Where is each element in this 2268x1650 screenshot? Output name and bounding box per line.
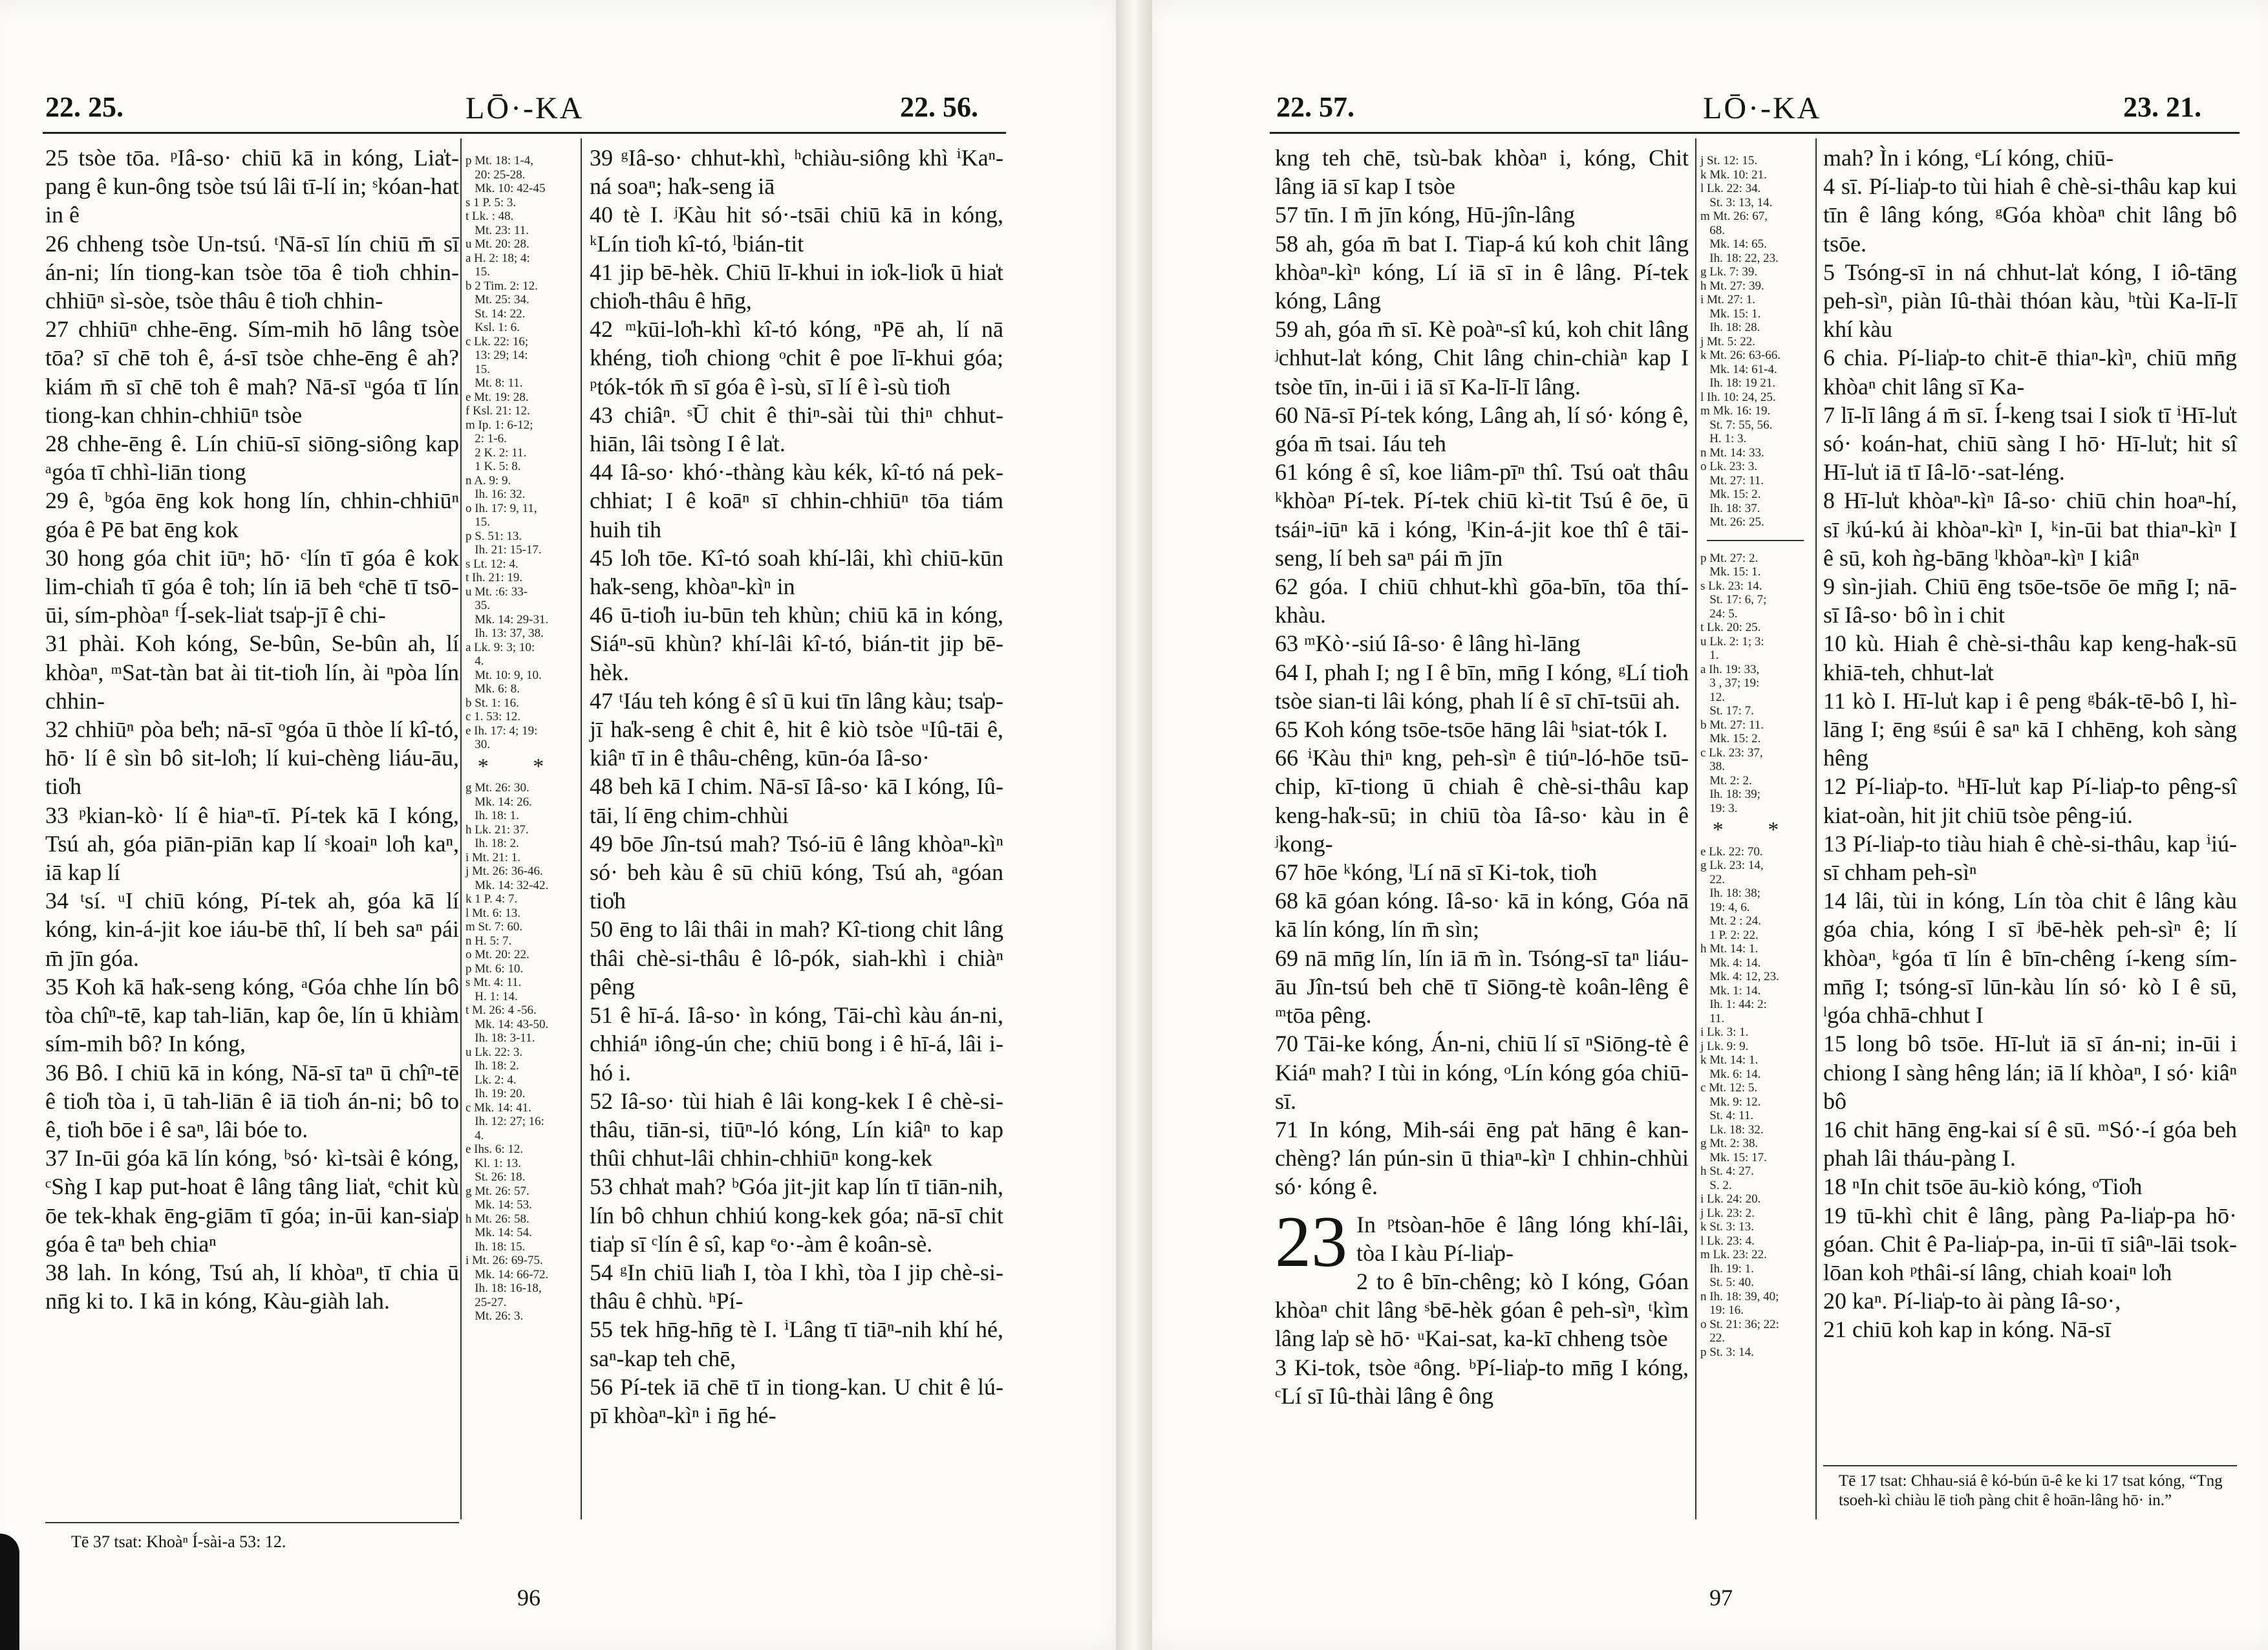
cross-reference: 12. [1700,690,1725,704]
verse-paragraph: 19 tū-khì chit ê lâng, pàng Pa-lia̍p-pa hō· góan. Chit ê Pa-lia̍p-pa, in-ūi tī siâⁿ-lāi tsok-lōan koh ᵖthâi-sí lâng, chiah koaiⁿ lo̍h [1823,1202,2237,1285]
section-separator: * * [477,754,564,778]
cross-reference: 15. [465,265,490,279]
left-header-verse-start: 22. 25. [45,91,123,123]
cross-reference: 25-27. [465,1295,507,1309]
cross-reference: o Ih. 17: 9, 11, [465,501,537,515]
cross-reference: c Lk. 23: 37, [1700,745,1763,760]
cross-reference: S. 2. [1700,1178,1732,1192]
cross-reference: Mk. 14: 54. [465,1226,532,1239]
cross-reference: e Lk. 22: 70. [1700,844,1763,859]
verse-paragraph: 50 ēng to lâi thâi in mah? Kî-tiong chit lâng thâi chè-si-thâu ê lô-pók, siah-khì i chiàⁿ pêng [590,916,1003,1000]
cross-reference: Ih. 13: 37, 38. [465,627,544,640]
cross-reference: c Lk. 22: 16; [465,334,529,348]
verse-paragraph: 46 ū-tio̍h iu-būn teh khùn; chiū kā in kóng, Siáⁿ-sū khùn? khí-lâi kî-tó, bián-tit jip bē-hèk. [590,602,1003,685]
cross-reference: Ih. 12: 27; 16: [465,1115,544,1128]
cross-reference: j Lk. 23: 2. [1700,1206,1755,1220]
cross-reference: f Ksl. 21: 12. [465,404,530,418]
cross-reference: Mk. 9: 12. [1700,1095,1761,1109]
verse-paragraph: 60 Nā-sī Pí-tek kóng, Lâng ah, lí só· kóng ê, góa m̄ tsai. Iáu teh [1275,402,1689,457]
cross-reference: 4. [465,654,484,668]
cross-reference: Mk. 14: 26. [465,795,532,809]
cross-reference: Mt. 10: 9, 10. [465,668,542,682]
verse-paragraph: 31 phài. Koh kóng, Se-bûn, Se-bûn ah, lí khòaⁿ, ᵐSat-tàn bat ài tit-tio̍h lín, ài ⁿpòa lín chhin- [45,630,459,714]
cross-reference: j Lk. 9: 9. [1700,1039,1749,1053]
cross-reference: Mt. 2 : 24. [1700,914,1761,928]
cross-reference: m St. 7: 60. [465,920,523,934]
cross-reference: b 2 Tim. 2: 12. [465,279,538,293]
cross-reference: a H. 2: 18; 4: [465,251,530,265]
chapter-number: 23 [1275,1201,1347,1282]
cross-reference: Mk. 1: 14. [1700,983,1761,998]
cross-reference: g Lk. 23: 14, [1700,859,1764,872]
cross-reference: s Lt. 12: 4. [465,557,519,571]
left-page-number: 96 [517,1585,540,1611]
cross-reference: Mt. 26: 25. [1700,515,1764,529]
cross-reference: Mt. 26: 3. [465,1309,524,1323]
verse-paragraph: 61 kóng ê sî, koe liâm-pīⁿ thî. Tsú oa̍t thâu ᵏkhòaⁿ Pí-tek. Pí-tek chiū kì-tit Tsú ê ōe, ū tsáiⁿ-iūⁿ kā i kóng, ˡKin-á-jit koe thî ê tāi-seng, lí beh saⁿ pái m̄ jīn [1275,459,1689,571]
verse-paragraph: 45 lo̍h tōe. Kî-tó soah khí-lâi, khì chiū-kūn ha̍k-seng, khòaⁿ-kìⁿ in [590,544,1003,600]
verse-paragraph: 51 ê hī-á. Iâ-so· ìn kóng, Tāi-chì kàu án-ni, chhiáⁿ iông-ún che; chiū bong i ê hī-á, lâi i-hó i. [590,1002,1003,1086]
verse-paragraph: 47 ᵗIáu teh kóng ê sî ū kui tīn lâng kàu; tsa̍p-jī ha̍k-seng ê chit ê, hit ê kiò tsòe ᵘIû-tāi ê, kiâⁿ tī in ê thâu-chêng, kūn-óa Iâ-so· [590,687,1003,771]
cross-reference: e Ih. 17: 4; 19: [465,723,538,738]
verse-paragraph: 2 to ê bīn-chêng; kò I kóng, Góan khòaⁿ chit lâng ˢbē-hèk góan ê peh-sìⁿ, ᵗkìm lâng la̍p sè hō· ᵘKai-sat, ka-kī chheng tsòe [1275,1268,1689,1352]
cross-reference: Ih. 18: 1. [465,809,519,822]
cross-reference: e Ihs. 6: 12. [465,1142,524,1156]
cross-reference: 1. [1700,648,1719,662]
cross-reference: Ih. 18: 22, 23. [1700,251,1779,265]
cross-reference: k Mk. 10: 21. [1700,167,1767,182]
cross-reference: h Lk. 21: 37. [465,822,529,837]
cross-reference: g Mt. 26: 57. [465,1184,530,1198]
cross-reference: u Mt. 20: 28. [465,237,530,251]
cross-reference: b Mt. 27: 11. [1700,718,1764,732]
verse-paragraph: 27 chhiūⁿ chhe-ēng. Sím-mih hō lâng tsòe tōa? sī chē toh ê, á-sī tsòe chhe-ēng ê ah? kiám m̄ sī chē toh ê mah? Nā-sī ᵘgóa tī lín tiong-kan chhin-chhiūⁿ tsòe [45,316,459,428]
verse-paragraph: 58 ah, góa m̄ bat I. Tiap-á kú koh chit lâng khòaⁿ-kìⁿ kóng, Lí iā sī in ê lâng. Pí-tek kóng, Lâng [1275,230,1689,314]
cross-reference: 19: 3. [1700,801,1738,815]
cross-reference: Mk. 15: 2. [1700,732,1761,745]
cross-reference: k Mt. 26: 63-66. [1700,348,1781,362]
cross-reference: p S. 51: 13. [465,529,522,543]
verse-paragraph: 33 ᵖkian-kò· lí ê hiaⁿ-tī. Pí-tek kā I kóng, Tsú ah, góa piān-piān kap lí ˢkoaiⁿ lo̍h kaⁿ, iā kap lí [45,802,459,886]
right-text-column-2 [1823,144,2237,1344]
right-cross-references [1700,154,1810,1359]
cross-reference: k St. 3: 13. [1700,1220,1754,1234]
verse-paragraph: 59 ah, góa m̄ sī. Kè poàⁿ-sî kú, koh chit lâng ʲchhut-la̍t kóng, Chit lâng chin-chiàⁿ kap I tsòe tīn, in-ūi i iā sī Ka-lī-lī lâng. [1275,316,1689,400]
verse-paragraph: 3 Ki-tok, tsòe ᵃông. ᵇPí-lia̍p-to mn̄g I kóng, ᶜLí sī Iû-thài lâng ê ông [1275,1354,1689,1409]
verse-paragraph: 5 Tsóng-sī in ná chhut-la̍t kóng, I iô-tāng peh-sìⁿ, piàn Iû-thài thóan kàu, ʰtùi Ka-lī-lī khí kàu [1823,259,2237,343]
cross-reference: St. 7: 55, 56. [1700,418,1773,432]
header-rule [43,132,1006,134]
verse-paragraph: 56 Pí-tek iā chē tī in tiong-kan. U chit ê lú-pī khòaⁿ-kìⁿ i n̄g hé- [590,1373,1003,1428]
cross-reference: 4. [465,1128,484,1142]
cross-reference: a Ih. 19: 33, [1700,662,1760,676]
cross-reference: Ih. 18: 2. [465,1059,519,1073]
verse-paragraph: 25 tsòe tōa. ᵖIâ-so· chiū kā in kóng, Lia̍t-pang ê kun-ông tsòe tsú lâi tī-lí in; ˢkóan-hat in ê [45,145,459,228]
cross-reference: 22. [1700,1331,1725,1345]
cross-reference: Mk. 14: 66-72. [465,1267,549,1281]
cross-reference: Mt. 8: 11. [465,376,523,390]
verse-paragraph: 15 long bô tsōe. Hī-lu̍t iā sī án-ni; in-ūi i chiong I sàng hêng lán; iā lí khòaⁿ, I só· kiâⁿ bô [1823,1031,2237,1114]
cross-reference: 2 K. 2: 11. [465,445,527,460]
verse-paragraph: 8 Hī-lu̍t khòaⁿ-kìⁿ Iâ-so· chiū chin hoaⁿ-hí, sī ʲkú-kú ài khòaⁿ-kìⁿ I, ᵏin-ūi bat thiaⁿ-kìⁿ I ê sū, koh ǹg-bāng ˡkhòaⁿ-kìⁿ I kiâⁿ [1823,488,2237,571]
cross-reference: Ih. 18: 38; [1700,886,1760,900]
right-header-verse-start: 22. 57. [1276,91,1354,123]
chapter-opening [1275,1201,1689,1410]
verse-paragraph: 7 lī-lī lâng á m̄ sī. Í-keng tsai I sio̍k tī ⁱHī-lu̍t só· koán-hat, chiū sàng I hō· Hī-lu̍t; hit sî Hī-lu̍t iā tī Iâ-lō·-sat-léng. [1823,402,2237,486]
cross-reference: Lk. 18: 32. [1700,1122,1764,1137]
cross-reference: 19: 4, 6. [1700,900,1750,914]
cross-reference: 2: 1-6. [465,432,507,445]
cross-reference: c 1. 53: 12. [465,710,520,723]
cross-reference: l Ih. 10: 24, 25. [1700,390,1776,404]
cross-reference: 15. [465,515,490,529]
cross-reference: Mk. 15: 1. [1700,306,1761,321]
right-text-column-1 [1275,144,1689,1410]
verse-paragraph: 37 In-ūi góa kā lín kóng, ᵇsó· kì-tsài ê kóng, ᶜSǹg I kap put-hoat ê lâng tâng lia̍t, ᵉchit kù ōe tek-khak ēng-giām tī góa; in-ūi kan-sia̍p góa ê taⁿ beh chiaⁿ [45,1145,459,1257]
cross-reference: 15. [465,362,490,376]
right-page [1134,0,2268,1650]
cross-reference: s Mt. 4: 11. [465,976,522,989]
verse-paragraph: 69 nā mn̄g lín, lín iā m̄ ìn. Tsóng-sī taⁿ liáu-āu Jîn-tsú beh chē tī Siōng-tè koân-lêng ê ᵐtōa pêng. [1275,945,1689,1029]
cross-reference: 35. [465,599,490,612]
cross-reference: h Mt. 14: 1. [1700,942,1759,956]
cross-reference: m Mk. 16: 19. [1700,404,1771,418]
left-text-column-2 [590,144,1003,1430]
cross-reference: Ih. 21: 15-17. [465,543,542,557]
cross-reference: 68. [1700,223,1725,237]
cross-reference: p Mt. 27: 2. [1700,551,1759,565]
cross-reference: p Mt. 6: 10. [465,961,524,976]
verse-paragraph: 49 bōe Jîn-tsú mah? Tsó-iū ê lâng khòaⁿ-kìⁿ só· beh kàu ê sū chiū kóng, Tsú ah, ᵃgóan tio̍h [590,830,1003,914]
cross-reference: Mk. 14: 53. [465,1198,532,1212]
verse-paragraph: kng teh chē, tsù-bak khòaⁿ i, kóng, Chit lâng iā sī kap I tsòe [1275,145,1689,200]
right-header-title: LŌ·-KA [1703,91,1822,125]
cross-reference: l Mt. 6: 13. [465,906,520,920]
verse-paragraph: 70 Tāi-ke kóng, Án-ni, chiū lí sī ⁿSiōng-tè ê Kiáⁿ mah? I tùi in kóng, ᵒLín kóng góa chiū-sī. [1275,1031,1689,1114]
cross-reference: k Mt. 14: 1. [1700,1053,1759,1067]
footnote-rule [1823,1465,2237,1466]
cross-reference: n A. 9: 9. [465,473,511,488]
left-header-verse-end: 22. 56. [900,91,978,123]
cross-reference: a Lk. 9: 3; 10: [465,640,535,654]
cross-reference: Mk. 15: 1. [1700,565,1761,579]
cross-reference: Mt. 2: 2. [1700,773,1752,788]
cross-reference: e Mt. 19: 28. [465,390,529,404]
verse-paragraph: 9 sìn-jiah. Chiū ēng tsōe-tsōe ōe mn̄g I; nā-sī Iâ-so· bô ìn i chit [1823,573,2237,628]
cross-reference: Ih. 19: 1. [1700,1261,1754,1276]
cross-reference: i Lk. 3: 1. [1700,1025,1749,1039]
verse-paragraph: 28 chhe-ēng ê. Lín chiū-sī siōng-siông kap ᵃgóa tī chhì-liān tiong [45,431,459,486]
cross-reference: t Lk. 20: 25. [1700,621,1761,634]
cross-reference: k 1 P. 4: 7. [465,892,518,906]
cross-reference: Lk. 2: 4. [465,1073,517,1087]
cross-reference: Ih. 19: 20. [465,1087,526,1100]
verse-paragraph: 21 chiū koh kap in kóng. Nā-sī [1823,1316,2111,1343]
cross-reference: m Mt. 26: 67, [1700,209,1768,223]
verse-paragraph: 12 Pí-lia̍p-to. ʰHī-lu̍t kap Pí-lia̍p-to pêng-sî kiat-oàn, hit jit chiū tsòe pêng-iú. [1823,773,2237,828]
column-divider [1815,138,1817,1519]
page-corner-shadow [0,1534,19,1650]
cross-reference: h Mt. 27: 39. [1700,279,1764,293]
cross-reference: Ih. 18: 2. [465,837,519,850]
cross-reference: p St. 3: 14. [1700,1345,1754,1359]
verse-paragraph: 14 lâi, tùi in kóng, Lín tòa chit ê lâng kàu góa chia, kóng I sī ʲbē-hèk peh-sìⁿ ê; lí khòaⁿ, ᵏgóa tī lín ê bīn-chêng í-keng sím-mn̄g I; tsóng-sī lūn-kàu lín só· kò I ê sū, ˡgóa chhā-chhut I [1823,888,2237,1029]
verse-paragraph: 13 Pí-lia̍p-to tiàu hiah ê chè-si-thâu, kap ⁱiú-sī chham peh-sìⁿ [1823,830,2237,886]
verse-paragraph: 44 Iâ-so· khó·-thàng kàu kék, kî-tó ná pek-chhiat; I ê koāⁿ sī chhin-chhiūⁿ tōa tiám huih tih [590,459,1003,542]
cross-reference: Ih. 18: 15. [465,1239,526,1254]
cross-reference: n H. 5: 7. [465,934,512,948]
cross-reference: 20: 25-28. [465,167,526,182]
right-header-verse-end: 23. 21. [2123,91,2201,123]
left-cross-references [465,154,575,1323]
cross-reference: St. 5: 40. [1700,1276,1754,1289]
cross-reference: Mk. 4: 14. [1700,956,1761,970]
cross-reference: u Mt. :6: 33- [465,584,528,599]
cross-reference: Mk. 4: 12, 23. [1700,970,1779,983]
cross-reference: Mk. 14: 32-42. [465,878,549,892]
verse-paragraph: 29 ê, ᵇgóa ēng kok hong lín, chhin-chhiūⁿ góa ê Pē bat ēng kok [45,488,459,542]
cross-reference: j Mt. 26: 36-46. [465,864,543,878]
cross-reference: 3 , 37; 19: [1700,676,1760,690]
cross-reference: h Mt. 26: 58. [465,1212,530,1226]
cross-reference: 19: 16. [1700,1303,1744,1317]
cross-reference: 13: 29; 14: [465,348,528,362]
cross-reference: Kl. 1: 13. [465,1156,522,1170]
cross-reference: St. 14: 22. [465,306,526,321]
cross-reference: Ih. 1: 44: 2: [1700,998,1767,1011]
cross-reference: 1 K. 5: 8. [465,460,521,473]
cross-reference: Mk. 10: 42-45 [465,182,546,195]
verse-paragraph: 64 I, phah I; ng I ê bīn, mn̄g I kóng, ᵍLí tio̍h tsòe sian-ti lâi kóng, phah lí ê sī chī-tsūi ah. [1275,659,1689,714]
cross-reference: Mk. 6: 8. [465,682,520,696]
cross-reference: Ksl. 1: 6. [465,321,520,334]
cross-reference: s 1 P. 5: 3. [465,195,517,209]
cross-reference: u Lk. 2: 1; 3: [1700,634,1764,648]
cross-reference: Mk. 14: 65. [1700,237,1767,251]
cross-reference: Ih. 18: 19 21. [1700,376,1776,390]
right-page-number: 97 [1709,1585,1733,1611]
left-footnote: Tē 37 tsat: Khoàⁿ Í-sài-a 53: 12. [71,1532,286,1551]
verse-paragraph: 18 ⁿIn chit tsōe āu-kiò kóng, ᵒTio̍h [1823,1173,2143,1200]
section-separator: * * [1712,818,1799,842]
cross-reference: g Lk. 7: 39. [1700,265,1758,279]
cross-reference: St. 4: 11. [1700,1109,1754,1122]
verse-paragraph: 4 sī. Pí-lia̍p-to tùi hiah ê chè-si-thâu kap kui tīn ê lâng kóng, ᵍGóa khòaⁿ chit lâng bô tsōe. [1823,173,2237,257]
cross-reference: o Mt. 20: 22. [465,948,530,961]
verse-paragraph: 62 góa. I chiū chhut-khì gōa-bīn, tōa thí-khàu. [1275,573,1689,628]
cross-reference: Ih. 18: 28. [1700,321,1760,334]
cross-reference: u Lk. 22: 3. [465,1045,523,1059]
verse-paragraph: 52 Iâ-so· tùi hiah ê lâi kong-kek I ê chè-si-thâu, tiān-si, tiūⁿ-ló kóng, Lín kiâⁿ to kap thûi chhut-lâi chhin-chhiūⁿ kong-kek [590,1088,1003,1172]
verse-paragraph: mah? Ìn i kóng, ᵉLí kóng, chiū- [1823,145,2114,171]
cross-reference: St. 17: 7. [1700,704,1754,718]
cross-reference: t M. 26: 4 -56. [465,1003,537,1017]
cross-reference: Ih. 18: 39; [1700,788,1760,801]
cross-reference: c Mk. 14: 41. [465,1100,531,1115]
cross-reference: Ih. 16: 32. [465,488,526,501]
cross-reference: t Lk. : 48. [465,209,514,223]
cross-reference: t Ih. 21: 19. [465,571,523,584]
right-footnote: Tē 17 tsat: Chhau-siá ê kó-bún ū-ê ke ki 17 tsat kóng, “Tng tsoeh-kì chiàu lē tio̍h pàng chit ê hoān-lâng hō· in.” [1839,1472,2223,1509]
left-header-title: LŌ·-KA [465,91,584,125]
cross-reference: j St. 12: 15. [1700,154,1758,167]
cross-reference: i Lk. 24: 20. [1700,1192,1761,1206]
cross-reference: l Lk. 23: 4. [1700,1234,1755,1248]
cross-reference: 24: 5. [1700,606,1738,621]
cross-reference: Mt. 23: 11. [465,223,529,237]
cross-reference: 30. [465,738,490,751]
cross-reference: s Lk. 23: 14. [1700,579,1762,593]
verse-paragraph: 55 tek hn̄g-hn̄g tè I. ⁱLâng tī tiāⁿ-nih khí hé, saⁿ-kap teh chē, [590,1316,1003,1371]
cross-reference: St. 3: 13, 14. [1700,195,1773,209]
cross-reference: 22. [1700,872,1725,886]
verse-paragraph: 34 ᵗsí. ᵘI chiū kóng, Pí-tek ah, góa kā lí kóng, kin-á-jit koe iáu-bē thî, lí beh saⁿ pái m̄ jīn góa. [45,888,459,971]
cross-reference: Mt. 27: 11. [1700,473,1764,488]
verse-paragraph: 26 chheng tsòe Un-tsú. ᵗNā-sī lín chiū m̄ sī án-ni; lín tiong-kan tsòe tōa ê tio̍h chhin-chhiūⁿ sì-sòe, tsòe thâu ê tio̍h chhin- [45,230,459,314]
verse-paragraph: 43 chiâⁿ. ˢŪ chit ê thiⁿ-sài tùi thiⁿ chhut-hiān, lâi tsòng I ê la̍t. [590,402,1003,457]
verse-paragraph: 42 ᵐkūi-lo̍h-khì kî-tó kóng, ⁿPē ah, lí nā khéng, tio̍h chiong ᵒchit ê poe lī-khui góa; ᵖtók-tók m̄ sī góa ê ì-sù, sī lí ê ì-sù tio̍h [590,316,1003,400]
cross-reference: i Mt. 26: 69-75. [465,1254,543,1267]
cross-reference: b St. 1: 16. [465,696,519,710]
verse-paragraph: 30 hong góa chit iūⁿ; hō· ᶜlín tī góa ê kok lim-chia̍h tī góa ê toh; lín iā beh ᵉchē tī tsō-ūi, sím-phòaⁿ ᶠÍ-sek-lia̍t tsa̍p-jī ê chi- [45,544,459,628]
cross-reference: H. 1: 14. [465,989,518,1003]
cross-reference: o Lk. 23: 3. [1700,460,1758,473]
verse-paragraph: 68 kā góan kóng. Iâ-so· kā in kóng, Góa nā kā lín kóng, lín m̄ sìn; [1275,888,1689,943]
cross-reference: Mk. 6: 14. [1700,1067,1761,1081]
verse-paragraph: 32 chhiūⁿ pòa be̍h; nā-sī ᵒgóa ū thòe lí kî-tó, hō· lí ê sìn bô sit-lo̍h; lí kui-chèng liáu-āu, tio̍h [45,716,459,800]
reference-divider [1707,540,1804,541]
cross-reference: 11. [1700,1011,1725,1025]
footnote-rule [45,1522,459,1523]
verse-paragraph: 66 ⁱKàu thiⁿ kng, peh-sìⁿ ê tiúⁿ-ló-hōe tsū-chip, kī-tiong ū chiah ê chè-si-thâu kap keng-ha̍k-sū; in chiū tòa Iâ-so· kàu in ê ʲkong- [1275,745,1689,857]
cross-reference: l Lk. 22: 34. [1700,182,1761,195]
cross-reference: i Mt. 27: 1. [1700,293,1755,306]
verse-paragraph: 53 chha̍t mah? ᵇGóa jit-jit kap lín tī tiān-nih, lín bô chhun chhiú kong-kek góa; nā-sī chit tia̍p sī ᶜlín ê sî, kap ᵉo·-àm ê koân-sè. [590,1173,1003,1257]
verse-paragraph: 16 chit hāng ēng-kai sí ê sū. ᵐSó·-í góa beh phah lâi tháu-pàng I. [1823,1116,2237,1172]
cross-reference: h St. 4: 27. [1700,1164,1754,1178]
cross-reference: Ih. 18: 37. [1700,501,1760,515]
cross-reference: St. 26: 18. [465,1170,526,1184]
verse-paragraph: 65 Koh kóng tsōe-tsōe hāng lâi ʰsiat-tók I. [1275,716,1668,743]
verse-paragraph: 11 kò I. Hī-lu̍t kap i ê peng ᵍbák-tē-bô I, hì-lāng I; ēng ᵍsúi ê saⁿ kā I chhēng, koh sàng hêng [1823,687,2237,771]
cross-reference: c Mt. 12: 5. [1700,1081,1758,1095]
cross-reference: j Mt. 5: 22. [1700,334,1755,348]
verse-paragraph: 39 ᵍIâ-so· chhut-khì, ʰchiàu-siông khì ⁱKaⁿ-ná soaⁿ; ha̍k-seng iā [590,145,1003,200]
column-divider [581,138,582,1519]
cross-reference: Mk. 15: 2. [1700,488,1761,501]
book-gutter [1116,0,1152,1650]
cross-reference: Mk. 15: 17. [1700,1150,1767,1164]
cross-reference: H. 1: 3. [1700,432,1747,445]
verse-paragraph: In ᵖtsòan-hōe ê lâng lóng khí-lâi, tòa I kàu Pí-lia̍p- [1356,1211,1689,1266]
cross-reference: n Ih. 18: 39, 40; [1700,1289,1779,1303]
cross-reference: Mk. 14: 43-50. [465,1017,549,1031]
verse-paragraph: 10 kù. Hiah ê chè-si-thâu kap keng-ha̍k-sū khiā-teh, chhut-la̍t [1823,630,2237,685]
column-divider [460,138,462,1519]
cross-reference: g Mt. 26: 30. [465,781,530,795]
header-rule [1270,132,2240,134]
cross-reference: m Lk. 23: 22. [1700,1248,1767,1261]
verse-paragraph: 6 chia. Pí-lia̍p-to chit-ē thiaⁿ-kìⁿ, chiū mn̄g khòaⁿ chit lâng sī Ka- [1823,345,2237,400]
verse-paragraph: 63 ᵐKò·-siú Iâ-so· ê lâng hì-lāng [1275,630,1581,657]
verse-paragraph: 48 beh kā I chim. Nā-sī Iâ-so· kā I kóng, Iû-tāi, lí ēng chim-chhùi [590,773,1003,828]
cross-reference: Mk. 14: 29-31. [465,612,549,627]
cross-reference: g Mt. 2: 38. [1700,1137,1759,1150]
cross-reference: n Mt. 14: 33. [1700,445,1764,460]
cross-reference: m Ip. 1: 6-12; [465,418,533,432]
verse-paragraph: 20 kaⁿ. Pí-lia̍p-to ài pàng Iâ-so·, [1823,1288,2121,1314]
cross-reference: i Mt. 21: 1. [465,850,520,864]
left-text-column-1 [45,144,459,1315]
cross-reference: Mt. 25: 34. [465,293,530,306]
verse-paragraph: 36 Bô. I chiū kā in kóng, Nā-sī taⁿ ū chîⁿ-tē ê tio̍h tòa i, ū tah-liān ê iā tio̍h án-ni; bô to ê, tio̍h bōe i ê saⁿ, lâi bóe to. [45,1059,459,1142]
column-divider [1695,138,1696,1519]
verse-paragraph: 40 tè I. ʲKàu hit só·-tsāi chiū kā in kóng, ᵏLín tio̍h kî-tó, ˡbián-tit [590,202,1003,257]
verse-paragraph: 38 lah. In kóng, Tsú ah, lí khòaⁿ, tī chia ū nn̄g ki to. I kā in kóng, Kàu-giàh lah. [45,1259,459,1314]
cross-reference: Mk. 14: 61-4. [1700,362,1777,376]
verse-paragraph: 57 tīn. I m̄ jīn kóng, Hū-jîn-lâng [1275,202,1575,228]
cross-reference: Ih. 18: 3-11. [465,1031,535,1045]
verse-paragraph: 67 hōe ᵏkóng, ˡLí nā sī Ki-tok, tio̍h [1275,859,1598,886]
verse-paragraph: 35 Koh kā ha̍k-seng kóng, ᵃGóa chhe lín bô tòa chîⁿ-tē, kap tah-liān, kap ôe, lín ū khiàm sím-mih bô? In kóng, [45,973,459,1057]
cross-reference: Ih. 18: 16-18, [465,1281,542,1295]
cross-reference: 38. [1700,760,1725,773]
cross-reference: o St. 21: 36; 22: [1700,1317,1779,1331]
verse-paragraph: 54 ᵍIn chiū lia̍h I, tòa I khì, tòa I jip chè-si-thâu ê chhù. ʰPí- [590,1259,1003,1314]
verse-paragraph: 71 In kóng, Mih-sái ēng pa̍t hāng ê kan-chèng? lán pún-sin ū thiaⁿ-kìⁿ I chhin-chhùi só· kóng ê. [1275,1116,1689,1200]
cross-reference: 1 P. 2: 22. [1700,928,1759,942]
verse-paragraph: 41 jip bē-hèk. Chiū lī-khui in io̍k-lio̍k ū hia̍t chio̍h-thâu ê hn̄g, [590,259,1003,314]
cross-reference: St. 17: 6, 7; [1700,593,1767,606]
cross-reference: p Mt. 18: 1-4, [465,154,534,167]
